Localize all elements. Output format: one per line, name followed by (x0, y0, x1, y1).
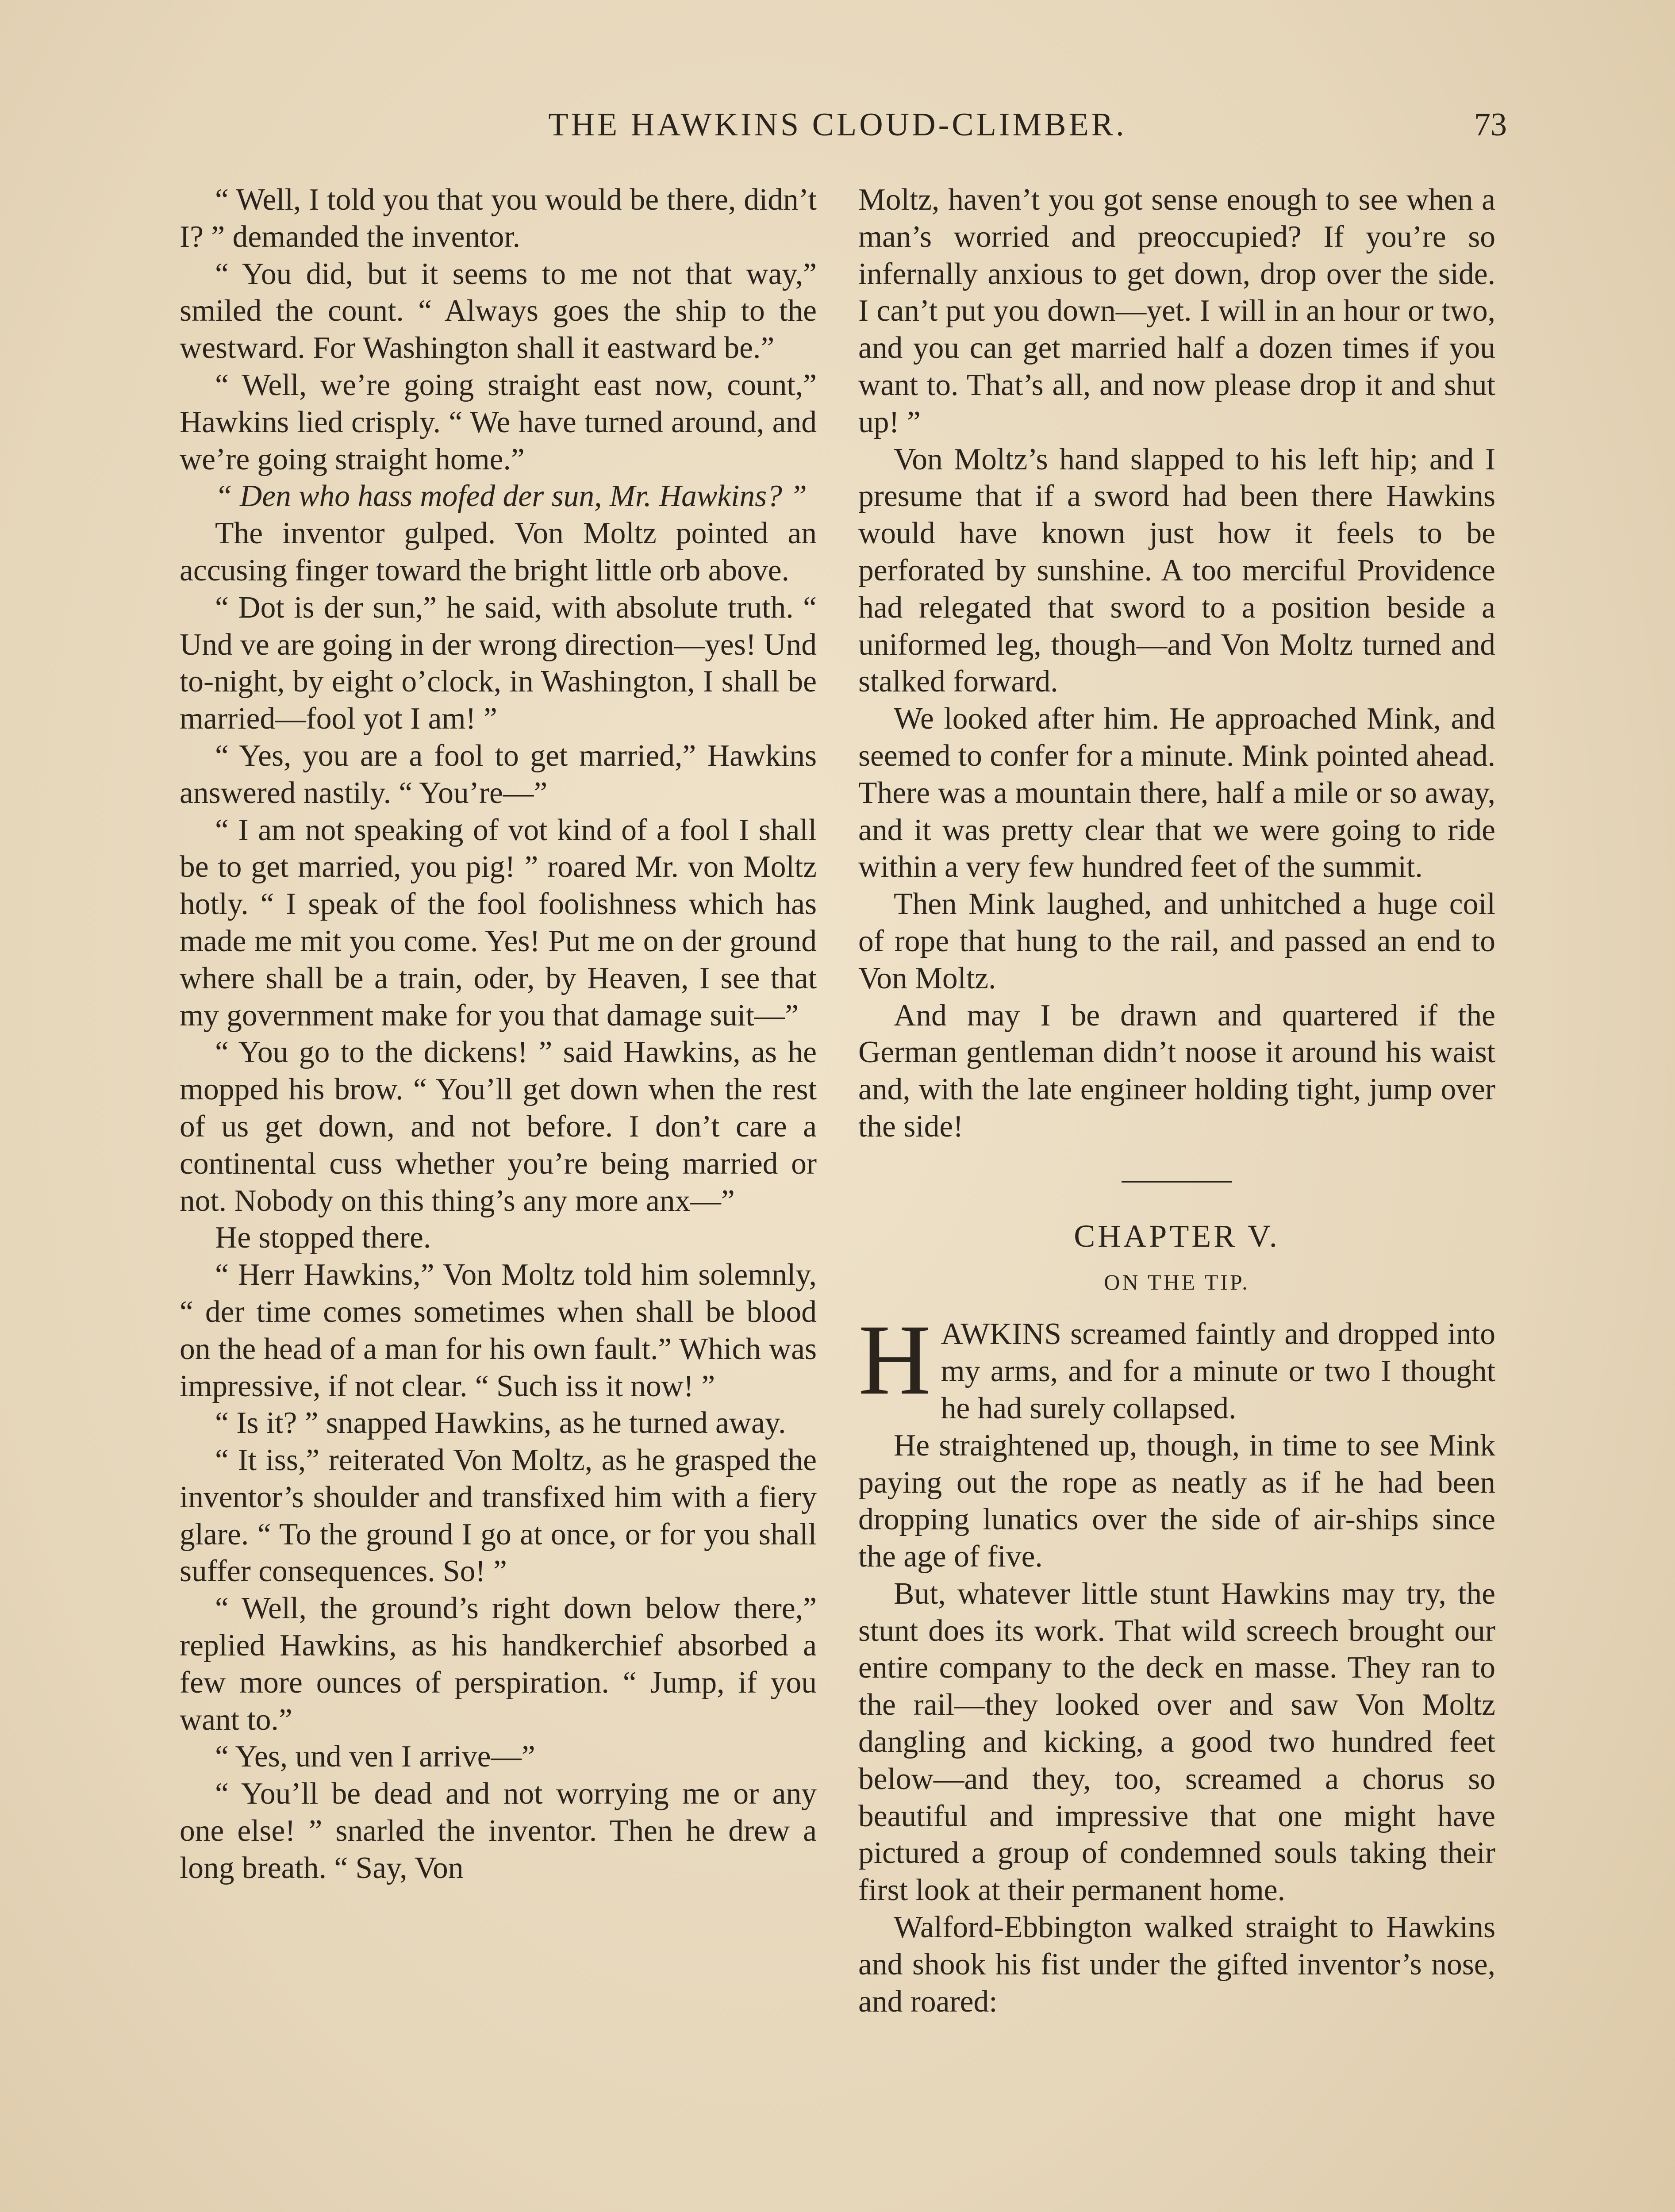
paragraph: “ Dot is der sun,” he said, with absolute truth. “ Und ve are going in der wrong direction—yes! Und to-night, by eight o’clock, in Washington, I shall be married—fool yot I am! ” (180, 590, 817, 736)
paragraph: Walford-Ebbington walked straight to Hawkins and shook his fist under the gifted inventor’s nose, and roared: (858, 1910, 1495, 2019)
paragraph: He stopped there. (215, 1221, 431, 1255)
paragraph: And may I be drawn and quartered if the German gentleman didn’t noose it around his waist and, with the late engineer holding tight, jump over the side! (858, 998, 1495, 1144)
drop-cap: H (858, 1304, 931, 1416)
paragraph: We looked after him. He approached Mink, and seemed to confer for a minute. Mink pointed ahead. There was a mountain there, half a mile or so away, and it was pretty clear that we were going to ride within a very few hundred feet of the summit. (858, 702, 1495, 884)
paragraph: He straightened up, though, in time to see Mink paying out the rope as neatly as if he had been dropping lunatics over the side of air-ships since the age of five. (858, 1428, 1495, 1574)
paragraph: “ You did, but it seems to me not that way,” smiled the count. “ Always goes the ship to the westward. For Washington shall it eastward be.” (180, 257, 817, 365)
paragraph: “ Well, the ground’s right down below there,” replied Hawkins, as his handkerchief absorbed a few more ounces of perspiration. “ Jump, if you want to.” (180, 1591, 817, 1737)
paragraph: “ It iss,” reiterated Von Moltz, as he grasped the inventor’s shoulder and transfixed him with a fiery glare. “ To the ground I go at once, or for you shall suffer consequences. So! ” (180, 1443, 817, 1589)
left-column (180, 181, 817, 1887)
chapter-opening-text: AWKINS screamed faintly and dropped into my arms, and for a minute or two I thought he had surely collapsed. (941, 1317, 1495, 1425)
paragraph: “ Is it? ” snapped Hawkins, as he turned away. (215, 1406, 786, 1440)
chapter-opening-paragraph (858, 1304, 1495, 1427)
paragraph: “ I am not speaking of vot kind of a fool I shall be to get married, you pig! ” roared Mr. von Moltz hotly. “ I speak of the fool foolishness which has made me mit you come. Yes! Put me on der ground where shall be a train, oder, by Heaven, I see that my government make for you that damage suit—” (180, 813, 817, 1033)
paragraph: Moltz, haven’t you got sense enough to see when a man’s worried and preoccupied? If you’re so infernally anxious to get down, drop over the side. I can’t put you down—yet. I will in an hour or two, and you can get married half a dozen times if you want to. That’s all, and now please drop it and shut up! ” (858, 183, 1495, 439)
page-header (177, 106, 1507, 155)
paragraph: “ Well, I told you that you would be there, didn’t I? ” demanded the inventor. (180, 183, 817, 254)
paragraph: Von Moltz’s hand slapped to his left hip; and I presume that if a sword had been there Hawkins would have known just how it feels to be perforated by sunshine. A too merciful Providence had relegated that sword to a position beside a uniformed leg, though—and Von Moltz turned and stalked forward. (858, 442, 1495, 699)
paragraph: The inventor gulped. Von Moltz pointed an accusing finger toward the bright little orb above. (180, 516, 817, 588)
paragraph: “ Yes, und ven I arrive—” (215, 1740, 535, 1774)
paragraph: “ Well, we’re going straight east now, count,” Hawkins lied crisply. “ We have turned around, and we’re going straight home.” (180, 368, 817, 476)
paragraph: “ Yes, you are a fool to get married,” Hawkins answered nastily. “ You’re—” (180, 738, 817, 810)
paragraph: “ You’ll be dead and not worrying me or any one else! ” snarled the inventor. Then he drew a long breath. “ Say, Von (180, 1777, 817, 1885)
paragraph: Then Mink laughed, and unhitched a huge coil of rope that hung to the rail, and passed an end to Von Moltz. (858, 887, 1495, 995)
section-divider (1122, 1181, 1232, 1183)
paragraph: But, whatever little stunt Hawkins may try, the stunt does its work. That wild screech brought our entire company to the deck en masse. They ran to the rail—they looked over and saw Von Moltz dangling and kicking, a good two hundred feet below—and they, too, screamed a chorus so beautiful and impressive that one might have pictured a group of condemned souls taking their first look at their permanent home. (858, 1576, 1495, 1908)
paragraph: “ You go to the dickens! ” said Hawkins, as he mopped his brow. “ You’ll get down when the rest of us get down, and not before. I don’t care a continental cuss whether you’re being married or not. Nobody on this thing’s any more anx—” (180, 1035, 817, 1218)
paragraph: “ Den who hass mofed der sun, Mr. Hawkins? ” (215, 479, 807, 514)
chapter-subtitle: ON THE TIP. (1104, 1269, 1250, 1294)
right-column (858, 181, 1495, 2020)
page-number: 73 (1474, 107, 1507, 143)
chapter-title: CHAPTER V. (1074, 1218, 1280, 1254)
running-title: THE HAWKINS CLOUD-CLIMBER. (548, 107, 1127, 143)
paragraph: “ Herr Hawkins,” Von Moltz told him solemnly, “ der time comes sometimes when shall be blood on the head of a man for his own fault.” Which was impressive, if not clear. “ Such iss it now! ” (180, 1258, 817, 1403)
